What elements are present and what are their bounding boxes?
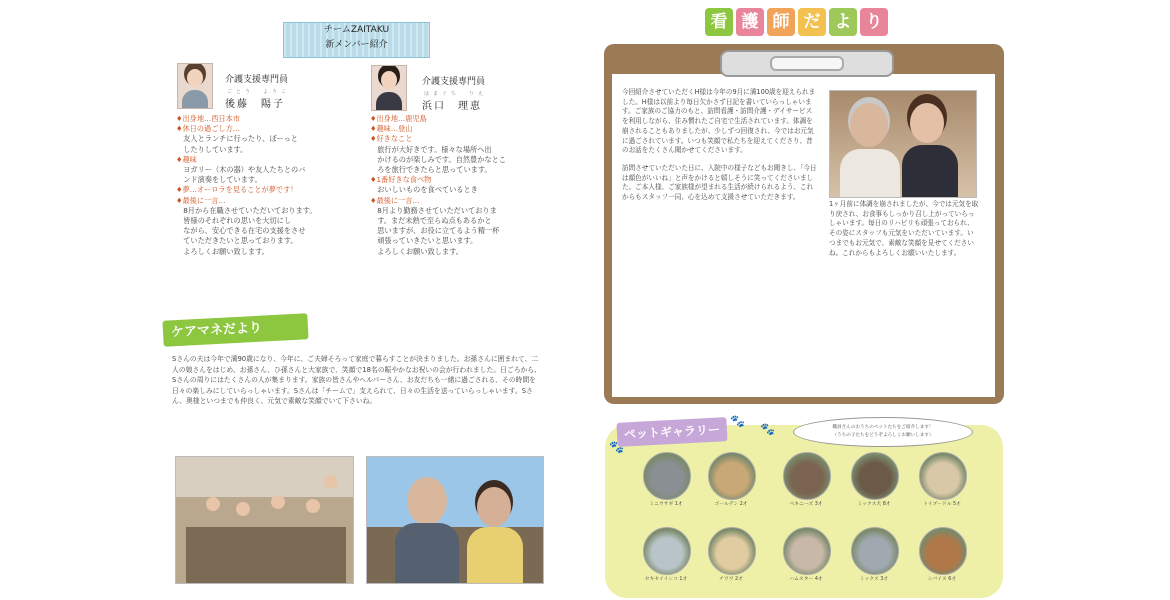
- profile-line: ♦休日の過ごし方…: [176, 124, 240, 134]
- profile-line: ♦出身地…鹿児島: [370, 114, 427, 123]
- profile-line: ♦趣味…登山: [370, 124, 413, 134]
- pet-gallery-bubble: [793, 417, 973, 447]
- pet-caption: ミニウサギ 1才: [649, 502, 683, 507]
- title-char: 師: [767, 8, 795, 36]
- pet-photo: [643, 527, 691, 575]
- team-zaitaku-tag: [283, 22, 430, 58]
- profile-line: ♦最後に一言…: [176, 195, 226, 205]
- nurse-paragraph-1: 今回紹介させていただくH様は今年の9月に満100歳を迎えられました。H様は以前より毎日欠かさず日記を書いていらっしゃいます。ご家族のご協力のもと、訪問看護・訪問介護・デイサービスを利用しながら、住み慣れたご自宅で生活されています。体調を崩されることもありましたが、少しずつ回復され、今ではお元気に過ごされています。いつも笑顔で私たちを迎えてくださり、昔のお話をたくさん聞かせてくださいます。: [622, 88, 816, 155]
- pet-caption: チワワ 2才: [719, 577, 743, 582]
- family-group-photo: [175, 456, 354, 584]
- profile-line: ♦夢…オーロラを見ることが夢です！: [176, 185, 298, 195]
- profile-line: よろしくお願い致します。: [370, 246, 463, 256]
- member1-ruby: ごとう ようこ: [227, 89, 291, 95]
- nurse-text-right: 1ヶ月前に体調を崩されましたが、今では元気を取り戻され、お食事もしっかり召し上がっていらっしゃいます。毎日のリハビリも頑張っておられ、その姿にスタッフも元気をいただいています。いつまでもお元気で、素敵な笑顔を見せてくださいね。これからもよろしくお願いいたします。: [829, 200, 979, 257]
- profile-line: ♦最後に一言…: [370, 195, 420, 205]
- member1-name: 後藤 陽子: [225, 99, 285, 110]
- title-char: よ: [829, 8, 857, 36]
- profile-line: ていただきたいと思っております。: [176, 236, 298, 246]
- member2-role: 介護支援専門員: [422, 77, 486, 87]
- pet-caption: ペキニーズ 3才: [789, 502, 823, 507]
- pet-bubble-line1: 職員さんのおうちのペットたちをご紹介します！: [832, 425, 934, 430]
- profile-line: ながら、安心できる在宅の支援をさせ: [176, 226, 306, 236]
- member2-photo: [371, 65, 407, 111]
- clipboard-clip-inner: [770, 56, 844, 71]
- nurse-text-left: [622, 88, 818, 203]
- pet-photo: [708, 452, 756, 500]
- pet-photo: [851, 527, 899, 575]
- pet-caption: ハムスター 4才: [789, 577, 823, 582]
- pet-bubble-line2: （うちの子たちをどうぞよろしくお願いします）: [832, 433, 934, 438]
- profile-line: ♦1番好きな食べ物: [370, 175, 432, 185]
- profile-line: ヨガリー（木の器）や友人たちとのバ: [176, 165, 306, 175]
- pet-caption: ゴールデン 2才: [714, 502, 748, 507]
- profile-line: ♦好きなこと: [370, 134, 413, 144]
- member2-profile: [370, 114, 530, 257]
- team-tag-subtitle: 新メンバー紹介: [325, 40, 388, 50]
- member1-photo: [177, 63, 213, 109]
- title-char: り: [860, 8, 888, 36]
- pet-photo: [919, 527, 967, 575]
- member2-name: 浜口 理恵: [422, 101, 482, 112]
- profile-line: 皆様のそれぞれの思いを大切にし: [176, 216, 292, 226]
- paw-icon: 🐾: [760, 422, 775, 436]
- profile-line: 旅行が大好きです。様々な場所へ出: [370, 144, 492, 154]
- profile-line: ♦出身地…西日本市: [176, 114, 240, 123]
- paw-icon: 🐾: [609, 440, 624, 454]
- pet-photo: [783, 527, 831, 575]
- care-manager-banner: ケアマネだより: [162, 313, 308, 347]
- pet-caption: シバイヌ 6才: [927, 577, 957, 582]
- team-tag-title: チームZAITAKU: [323, 25, 390, 35]
- profile-line: す。まだ未熟で至らぬ点もあるかと: [370, 216, 492, 226]
- profile-line: したりしています。: [176, 144, 248, 154]
- pet-caption: ミックス 3才: [859, 577, 889, 582]
- member2-ruby: はまぐち りえ: [424, 91, 488, 97]
- profile-line: かけるのが楽しみです。自然豊かなとこ: [370, 154, 506, 164]
- pet-photo: [708, 527, 756, 575]
- pet-caption: ミックス犬 8才: [857, 502, 891, 507]
- elderly-couple-photo: [366, 456, 544, 584]
- profile-line: よろしくお願い致します。: [176, 246, 269, 256]
- nurse-patient-photo: [829, 90, 977, 198]
- profile-line: おいしいものを食べているとき: [370, 185, 478, 195]
- profile-line: ンド演奏をしています。: [176, 175, 262, 185]
- member1-role: 介護支援専門員: [225, 75, 289, 85]
- pet-gallery-banner: ペットギャラリー: [616, 417, 727, 447]
- paw-icon: 🐾: [730, 414, 745, 428]
- pet-photo: [851, 452, 899, 500]
- title-char: 護: [736, 8, 764, 36]
- profile-line: 友人とランチに行ったり、ぼーっと: [176, 134, 298, 144]
- profile-line: 8月より勤務させていただいておりま: [370, 205, 497, 215]
- profile-line: ♦趣味: [176, 154, 197, 164]
- pet-photo: [643, 452, 691, 500]
- nurse-letter-title: [705, 8, 891, 36]
- profile-line: 思いますが、お役に立てるよう精一杯: [370, 226, 500, 236]
- pet-caption: セキセイインコ 1才: [644, 577, 688, 582]
- profile-line: 8月から在職させていただいております。: [176, 205, 317, 215]
- care-manager-text: Sさんの夫は今年で満90歳になり、今年に、ご夫婦そろって家庭で暮らすことが決まりました。お孫さんに囲まれて、二人の娘さんをはじめ、お孫さん、ひ孫さんと大家族で、笑顔で18名の賑やかなお祝いの会が行われました。日ごろから、Sさんの周りにはたくさんの人が集まります。家族の皆さんやヘルパーさん、お友だちも一緒に過ごされる、その時間を日々の楽しみにしていらっしゃいます。Sさんは「チームで」支えられて、日々の生活を送っていらっしゃいます。Sさん、奥様といつまでも仲良く、元気で素敵な笑顔でいて下さいね。: [172, 355, 541, 405]
- title-char: だ: [798, 8, 826, 36]
- title-char: 看: [705, 8, 733, 36]
- profile-line: 頑張っていきたいと思います。: [370, 236, 478, 246]
- pet-caption: トイプードル 5才: [923, 502, 961, 507]
- member1-profile: [176, 114, 326, 257]
- pet-photo: [783, 452, 831, 500]
- profile-line: ろを旅行できたらと思っています。: [370, 165, 492, 175]
- nurse-paragraph-2: 訪問させていただいた日に、入院中の様子などもお聞きし、「今日は顔色がいいね」と声をかけると嬉しそうに笑ってくださいました。ご本人様、ご家族様が望まれる生活が続けられるよう、これからもスタッフ一同、心を込めて支援させていただきます。: [622, 163, 817, 202]
- pet-photo: [919, 452, 967, 500]
